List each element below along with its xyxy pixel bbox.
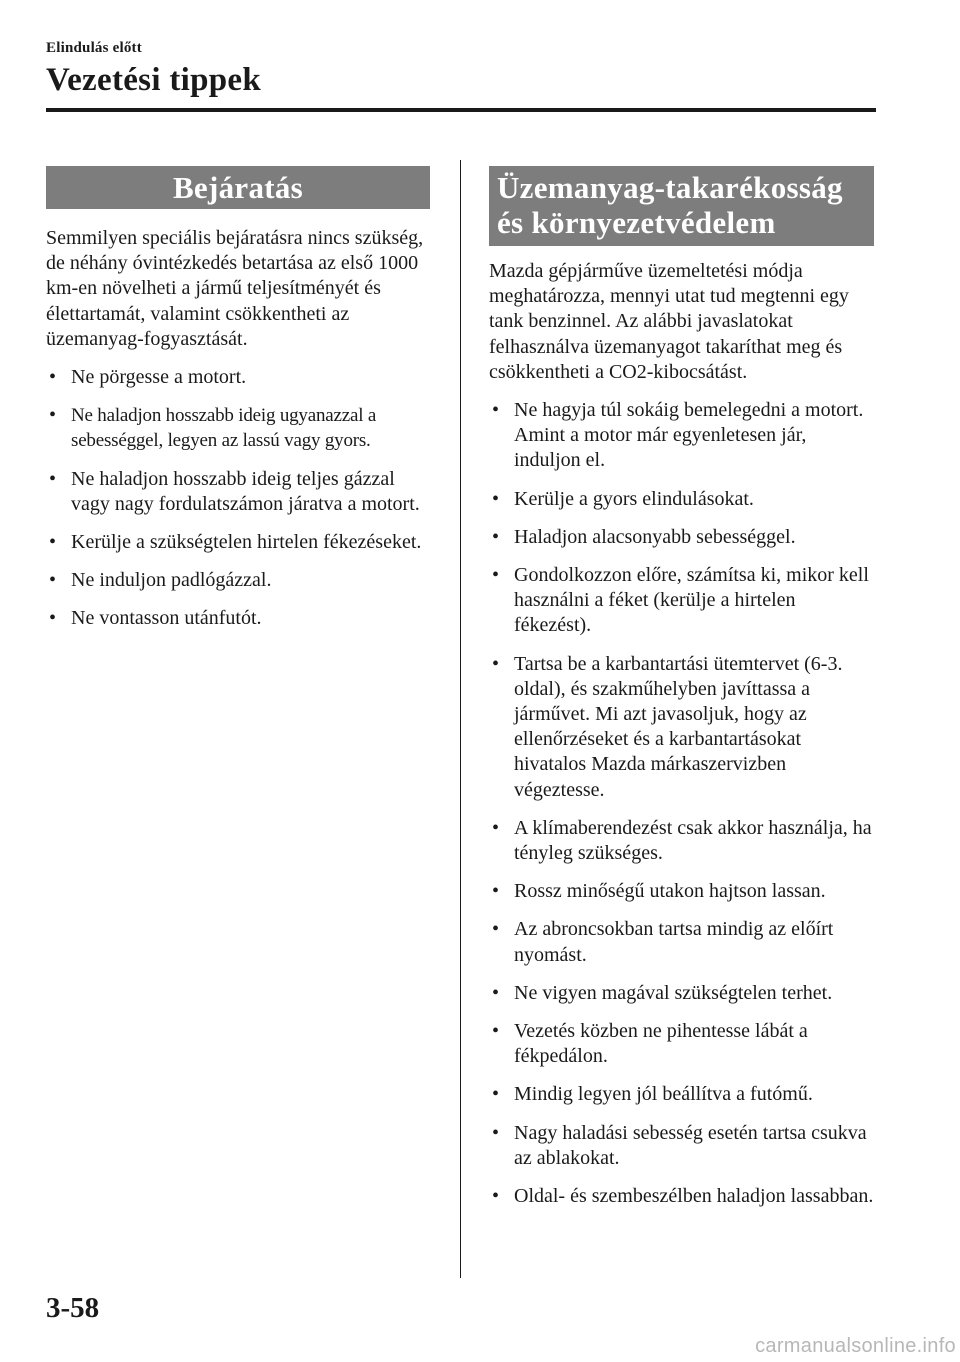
- list-item: [489, 1184, 874, 1209]
- bullet-icon: •: [49, 607, 57, 630]
- list-item: [489, 1082, 874, 1107]
- bullet-icon: •: [49, 404, 56, 427]
- bullet-icon: •: [492, 564, 500, 587]
- list-item: [489, 1121, 874, 1171]
- bullet-icon: •: [492, 816, 500, 839]
- list-item-text: Tartsa be a karbantartási ütemtervet (6-3. oldal), és szakműhelyben javíttassa a járművet. Mi azt javasoljuk, hogy az ellenőrzéseket és a karbantartásokat hivatalos Mazda márkaszervizben végeztesse.: [514, 652, 843, 801]
- bullet-icon: •: [492, 525, 500, 548]
- left-column: [46, 166, 430, 632]
- list-item-text: Az abroncsokban tartsa mindig az előírt nyomást.: [514, 918, 834, 966]
- list-item-text: Ne pörgesse a motort.: [71, 366, 247, 389]
- bullet-icon: •: [49, 366, 57, 389]
- list-item-text: A klímaberendezést csak akkor használja, ha tényleg szükséges.: [514, 816, 872, 865]
- list-item: [46, 568, 430, 593]
- list-item: [489, 816, 874, 866]
- bullet-icon: •: [492, 652, 500, 675]
- heading-line: és környezetvédelem: [497, 205, 776, 240]
- list-item-text: Mindig legyen jól beállítva a futómű.: [514, 1083, 813, 1106]
- section-heading-bejaratas: Bejáratás: [46, 166, 430, 209]
- list-item-text: Vezetés közben ne pihentesse lábát a fékpedálon.: [514, 1020, 808, 1068]
- list-item-text: Rossz minőségű utakon hajtson lassan.: [514, 880, 826, 903]
- list-item-text: Ne vigyen magával szükségtelen terhet.: [514, 981, 833, 1004]
- list-item: [46, 530, 430, 555]
- title-rule: [46, 108, 876, 112]
- bullet-icon: •: [492, 1121, 500, 1144]
- bullet-icon: •: [49, 531, 57, 554]
- list-item-text: Haladjon alacsonyabb sebességgel.: [514, 525, 796, 548]
- right-column: [489, 166, 874, 1209]
- list-item-text: Gondolkozzon előre, számítsa ki, mikor kell használni a féket (kerülje a hirtelen fékezést).: [514, 564, 869, 637]
- list-item: [46, 606, 430, 631]
- list-item: [489, 525, 874, 550]
- bullet-icon: •: [492, 487, 500, 510]
- bullet-icon: •: [492, 918, 500, 941]
- breadcrumb: Elindulás előtt: [46, 40, 142, 56]
- column-divider: [460, 160, 461, 1278]
- list-item: [489, 487, 874, 512]
- list-item: [46, 467, 430, 517]
- list-item: [489, 981, 874, 1006]
- list-item-text: Ne vontasson utánfutót.: [71, 607, 262, 630]
- list-item-text: Kerülje a gyors elindulásokat.: [514, 487, 754, 510]
- heading-line: Üzemanyag-takarékosság: [497, 170, 843, 205]
- page-title: Vezetési tippek: [46, 62, 262, 98]
- watermark: carmanualsonline.info: [755, 1335, 956, 1357]
- bullet-icon: •: [49, 467, 57, 490]
- section-heading-uzemanyag: [489, 166, 874, 246]
- list-item-text: Kerülje a szükségtelen hirtelen fékezéseket.: [71, 531, 422, 554]
- bullet-icon: •: [492, 1185, 500, 1208]
- list-item-text: Ne induljon padlógázzal.: [71, 569, 272, 592]
- bullet-icon: •: [492, 1083, 500, 1106]
- section-intro: Mazda gépjárműve üzemeltetési módja meghatározza, mennyi utat tud megtenni egy tank benzinnel. Az alábbi javaslatokat felhasználva üzemanyagot takaríthat meg és csökkentheti a CO2-kibocsátást.: [489, 260, 849, 383]
- bullet-icon: •: [49, 569, 57, 592]
- list-item: [46, 365, 430, 390]
- bullet-icon: •: [492, 981, 500, 1004]
- list-item-text: Oldal- és szembeszélben haladjon lassabban.: [514, 1185, 874, 1208]
- bullet-list: [46, 365, 430, 632]
- list-item: [489, 398, 874, 474]
- list-item: [46, 403, 430, 453]
- section-intro: Semmilyen speciális bejáratásra nincs szükség, de néhány óvintézkedés betartása az első 1000 km-en növelheti a jármű teljesítményét és élettartamát, valamint csökkentheti az üzemanyag-fogyasztását.: [46, 227, 424, 350]
- list-item-text: Ne hagyja túl sokáig bemelegedni a motort. Amint a motor már egyenletesen jár, induljon el.: [514, 399, 864, 472]
- list-item-text: Ne haladjon hosszabb ideig teljes gázzal vagy nagy fordulatszámon járatva a motort.: [71, 467, 420, 515]
- list-item-text: Nagy haladási sebesség esetén tartsa csukva az ablakokat.: [514, 1121, 867, 1169]
- bullet-icon: •: [492, 399, 500, 422]
- list-item: [489, 879, 874, 904]
- list-item: [489, 652, 874, 803]
- bullet-icon: •: [492, 1020, 500, 1043]
- list-item: [489, 1019, 874, 1069]
- bullet-list: [489, 398, 874, 1209]
- list-item: [489, 917, 874, 967]
- bullet-icon: •: [492, 880, 500, 903]
- list-item-text: Ne haladjon hosszabb ideig ugyanazzal a sebességgel, legyen az lassú vagy gyors.: [71, 405, 377, 452]
- list-item: [489, 563, 874, 639]
- page-number: 3-58: [46, 1292, 100, 1324]
